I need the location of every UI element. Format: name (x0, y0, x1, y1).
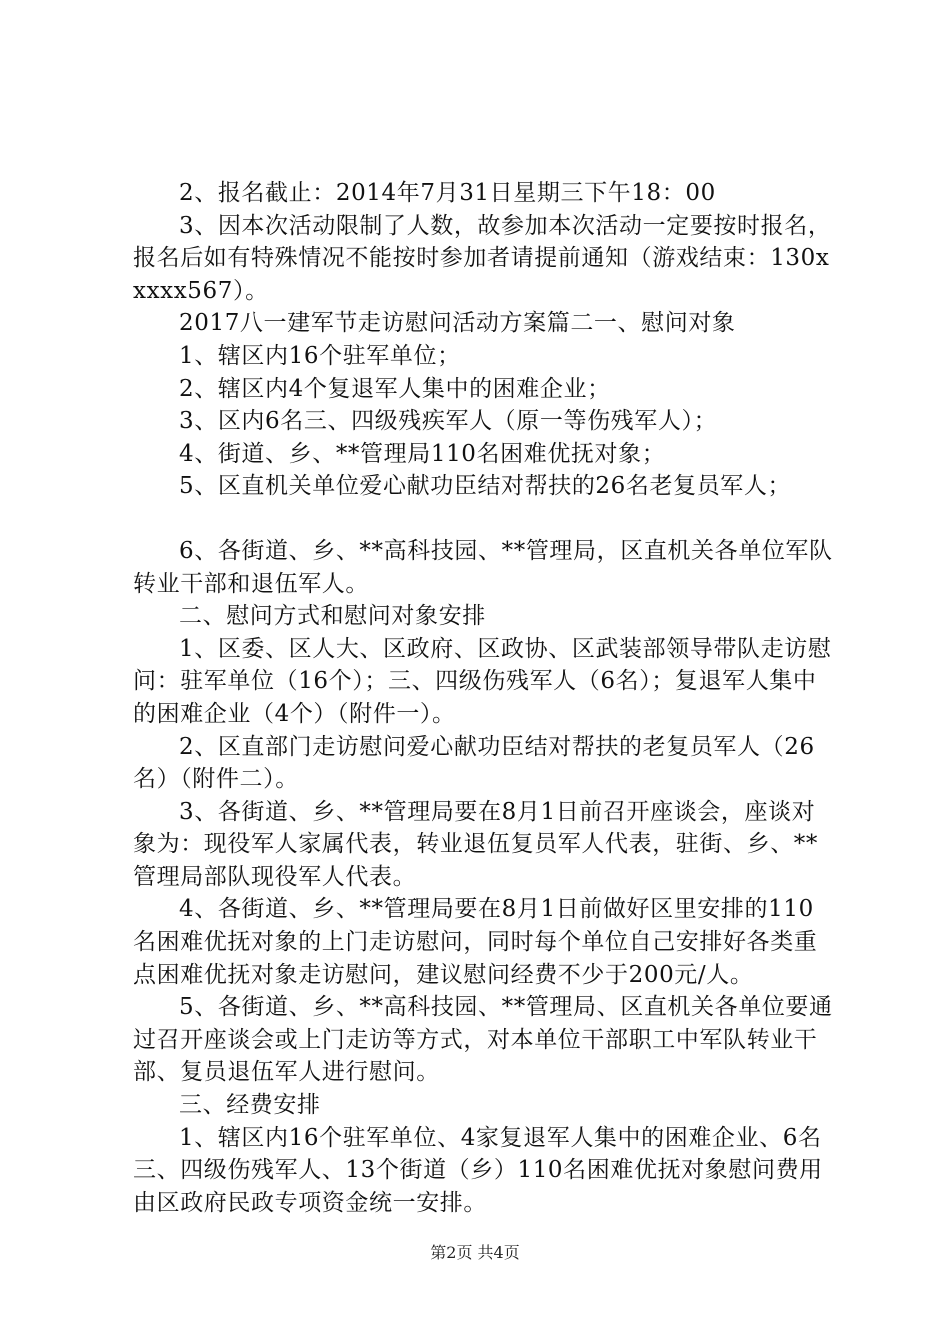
paragraph-method-5: 5、各街道、乡、**高科技园、**管理局、区直机关各单位要通过召开座谈会或上门走访等方式，对本单位干部职工中军队转业干部、复员退伍军人进行慰问。 (133, 994, 833, 1086)
paragraph-target-1: 1、辖区内16个驻军单位； (179, 342, 461, 369)
page-number-footer: 第2页 共4页 (430, 1243, 520, 1262)
paragraph-method-1: 1、区委、区人大、区政府、区政协、区武装部领导带队走访慰问：驻军单位（16个）；三、四级伤残军人（6名）；复退军人集中的困难企业（4个）（附件一）。 (133, 635, 832, 727)
paragraph-target-5: 5、区直机关单位爱心献功臣结对帮扶的26名老复员军人； (179, 473, 792, 500)
paragraph-target-4: 4、街道、乡、**管理局110名困难优抚对象； (179, 440, 666, 467)
paragraph-plan-title: 2017八一建军节走访慰问活动方案篇二一、慰问对象 (179, 310, 736, 337)
paragraph-method-2: 2、区直部门走访慰问爱心献功臣结对帮扶的老复员军人（26名）（附件二）。 (133, 733, 815, 793)
paragraph-method-3: 3、各街道、乡、**管理局要在8月1日前召开座谈会，座谈对象为：现役军人家属代表，转业退伍复员军人代表，驻街、乡、**管理局部队现役军人代表。 (133, 798, 818, 890)
paragraph-target-3: 3、区内6名三、四级残疾军人（原一等伤残军人）； (179, 408, 718, 435)
paragraph-registration-notice: 3、因本次活动限制了人数，故参加本次活动一定要按时报名，报名后如有特殊情况不能按时参加者请提前通知（游戏结束：130xxxxx567）。 (133, 212, 832, 304)
document-body (133, 177, 833, 1219)
paragraph-target-6: 6、各街道、乡、**高科技园、**管理局，区直机关各单位军队转业干部和退伍军人。 (133, 537, 833, 597)
paragraph-registration-deadline: 2、报名截止：2014年7月31日星期三下午18：00 (179, 180, 716, 206)
section-heading-methods: 二、慰问方式和慰问对象安排 (179, 603, 486, 630)
paragraph-funding-1: 1、辖区内16个驻军单位、4家复退军人集中的困难企业、6名三、四级伤残军人、13个街道（乡）110名困难优抚对象慰问费用由区政府民政专项资金统一安排。 (133, 1124, 823, 1216)
section-heading-funding: 三、经费安排 (179, 1092, 321, 1119)
paragraph-method-4: 4、各街道、乡、**管理局要在8月1日前做好区里安排的110名困难优抚对象的上门走访慰问，同时每个单位自己安排好各类重点困难优抚对象走访慰问，建议慰问经费不少于200元/人。 (133, 896, 818, 988)
paragraph-target-2: 2、辖区内4个复退军人集中的困难企业； (179, 375, 611, 402)
